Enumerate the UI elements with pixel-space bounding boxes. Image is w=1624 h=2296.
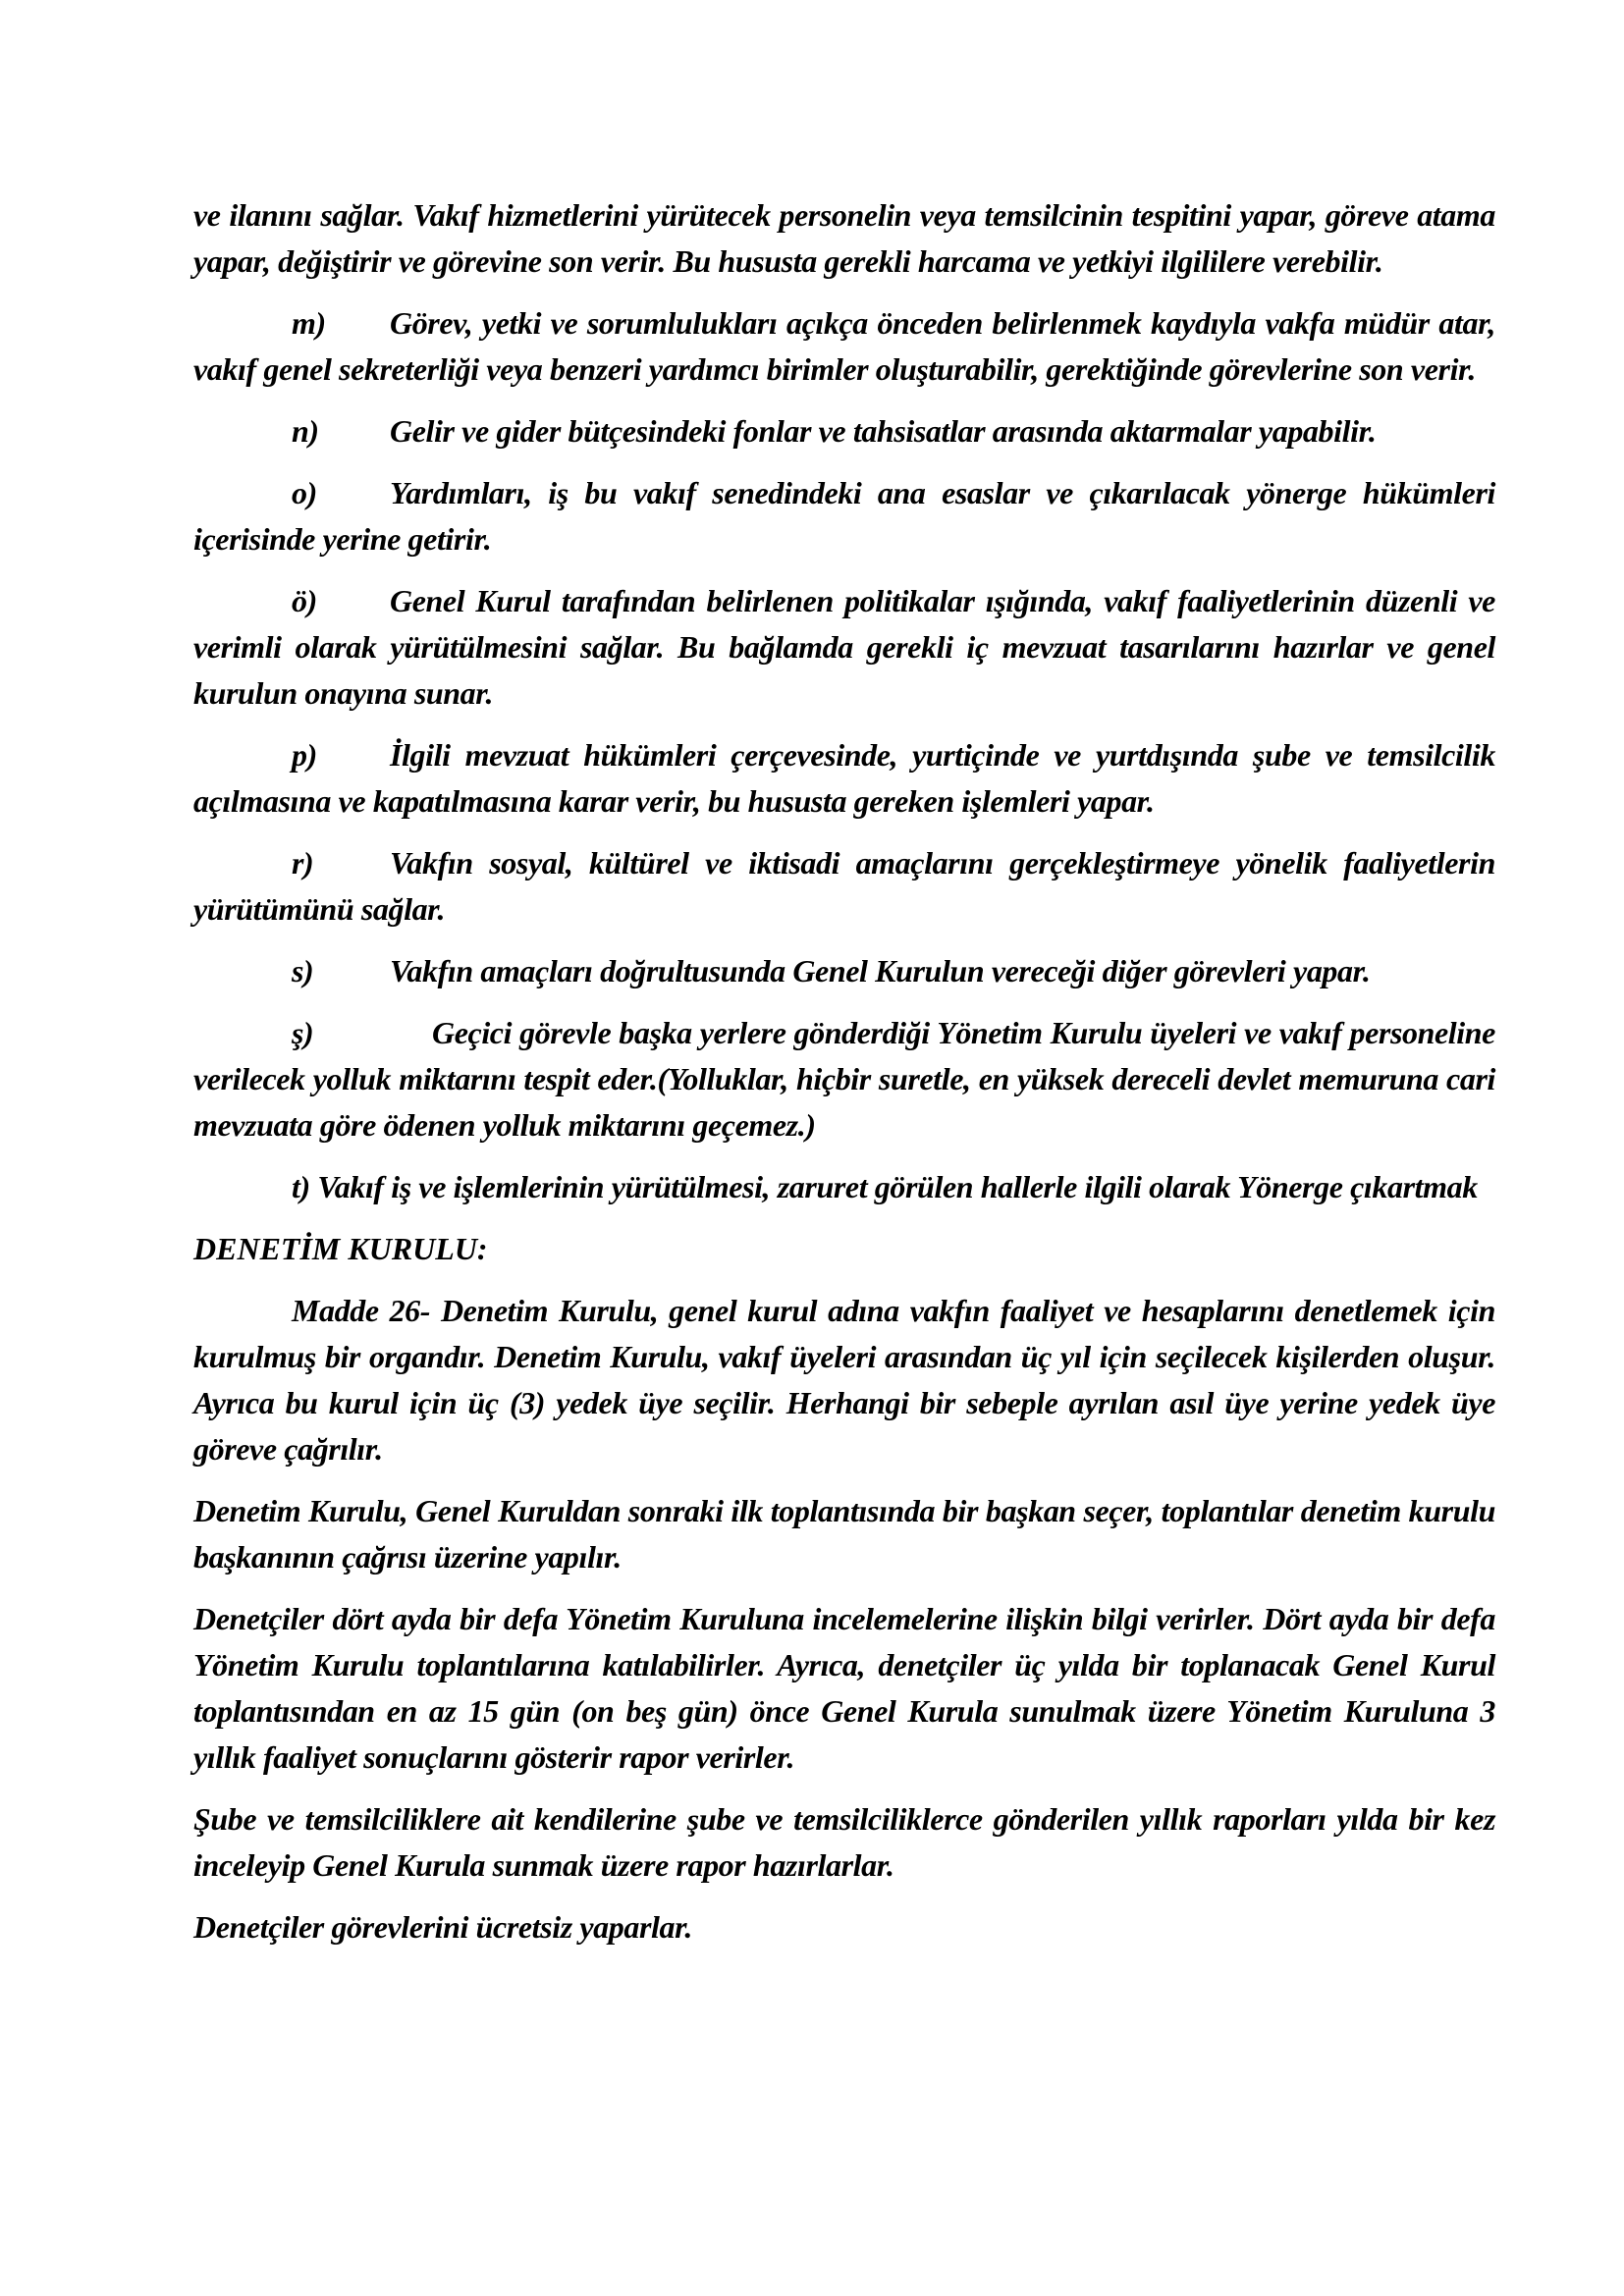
list-item-marker: o) xyxy=(292,475,317,510)
paragraph xyxy=(193,1488,1495,1580)
paragraph-text: Denetim Kurulu, Genel Kuruldan sonraki ilk toplantısında bir başkan seçer, toplantılar denetim kurulu başkanının çağrısı üzerine yapılır. xyxy=(193,1493,1495,1575)
paragraph-text: Vakfın sosyal, kültürel ve iktisadi amaçlarını gerçekleştirmeye yönelik faaliyetlerin yürütümünü sağlar. xyxy=(193,845,1495,927)
list-item-o xyxy=(193,470,1495,562)
list-item-s xyxy=(193,948,1495,994)
paragraph-text: Geçici görevle başka yerlere gönderdiği Yönetim Kurulu üyeleri ve vakıf personeline verilecek yolluk miktarını tespit eder.(Yolluklar, hiçbir suretle, en yüksek dereceli devlet memuruna cari mevzuata göre ödenen yolluk miktarını geçemez.) xyxy=(193,1015,1495,1143)
list-item-marker: m) xyxy=(292,305,326,341)
paragraph-text: t) Vakıf iş ve işlemlerinin yürütülmesi, zaruret görülen hallerle ilgili olarak Yönerge çıkartmak xyxy=(292,1169,1478,1204)
paragraph-text: Denetçiler görevlerini ücretsiz yaparlar. xyxy=(193,1909,693,1945)
paragraph-text: Yardımları, iş bu vakıf senedindeki ana esaslar ve çıkarılacak yönerge hükümleri içerisinde yerine getirir. xyxy=(193,475,1495,557)
paragraph-text: Görev, yetki ve sorumlulukları açıkça önceden belirlenmek kaydıyla vakfa müdür atar, vakıf genel sekreterliği veya benzeri yardımcı birimler oluşturabilir, gerektiğinde görevlerine son verir. xyxy=(193,305,1495,387)
section-heading xyxy=(193,1226,1495,1272)
paragraph xyxy=(193,1796,1495,1889)
list-item-p xyxy=(193,732,1495,825)
paragraph xyxy=(193,1164,1495,1210)
list-item-ö xyxy=(193,578,1495,717)
list-item-marker: p) xyxy=(292,737,317,773)
paragraph-text: Vakfın amaçları doğrultusunda Genel Kurulun vereceği diğer görevleri yapar. xyxy=(390,953,1371,988)
paragraph-text: Madde 26- Denetim Kurulu, genel kurul adına vakfın faaliyet ve hesaplarını denetlemek için kurulmuş bir organdır. Denetim Kurulu, vakıf üyeleri arasından üç yıl için seçilecek kişilerden oluşur. Ayrıca bu kurul için üç (3) yedek üye seçilir. Herhangi bir sebeple ayrılan asıl üye yerine yedek üye göreve çağrılır. xyxy=(193,1293,1495,1467)
list-item-marker: ş) xyxy=(292,1015,314,1050)
list-item-m xyxy=(193,300,1495,393)
paragraph-text: Genel Kurul tarafından belirlenen politikalar ışığında, vakıf faaliyetlerinin düzenli ve verimli olarak yürütülmesini sağlar. Bu bağlamda gerekli iç mevzuat tasarılarını hazırlar ve genel kurulun onayına sunar. xyxy=(193,583,1495,711)
list-item-n xyxy=(193,408,1495,454)
paragraph-text: Şube ve temsilciliklere ait kendilerine şube ve temsilciliklerce gönderilen yıllık raporları yılda bir kez inceleyip Genel Kurula sunmak üzere rapor hazırlarlar. xyxy=(193,1801,1495,1883)
paragraph-text: ve ilanını sağlar. Vakıf hizmetlerini yürütecek personelin veya temsilcinin tespitini yapar, göreve atama yapar, değiştirir ve görevine son verir. Bu hususta gerekli harcama ve yetkiyi ilgililere verebilir. xyxy=(193,197,1495,279)
paragraph-text: Gelir ve gider bütçesindeki fonlar ve tahsisatlar arasında aktarmalar yapabilir. xyxy=(390,413,1377,449)
list-item-marker: s) xyxy=(292,953,314,988)
paragraph-text: Denetçiler dört ayda bir defa Yönetim Kuruluna incelemelerine ilişkin bilgi verirler. Dört ayda bir defa Yönetim Kurulu toplantılarına katılabilirler. Ayrıca, denetçiler üç yılda bir toplanacak Genel Kurul toplantısından en az 15 gün (on beş gün) önce Genel Kurula sunulmak üzere Yönetim Kuruluna 3 yıllık faaliyet sonuçlarını gösterir rapor verirler. xyxy=(193,1601,1495,1775)
list-item-ş xyxy=(193,1010,1495,1148)
paragraph xyxy=(193,1288,1495,1472)
paragraph xyxy=(193,1904,1495,1950)
section-heading-text: DENETİM KURULU: xyxy=(193,1231,488,1266)
list-item-marker: ö) xyxy=(292,583,317,618)
paragraph xyxy=(193,192,1495,285)
list-item-marker: r) xyxy=(292,845,314,881)
document-body xyxy=(193,192,1495,1950)
paragraph-text: İlgili mevzuat hükümleri çerçevesinde, yurtiçinde ve yurtdışında şube ve temsilcilik açılmasına ve kapatılmasına karar verir, bu hususta gereken işlemleri yapar. xyxy=(193,737,1495,819)
paragraph xyxy=(193,1596,1495,1781)
list-item-r xyxy=(193,840,1495,933)
list-item-marker: n) xyxy=(292,413,319,449)
